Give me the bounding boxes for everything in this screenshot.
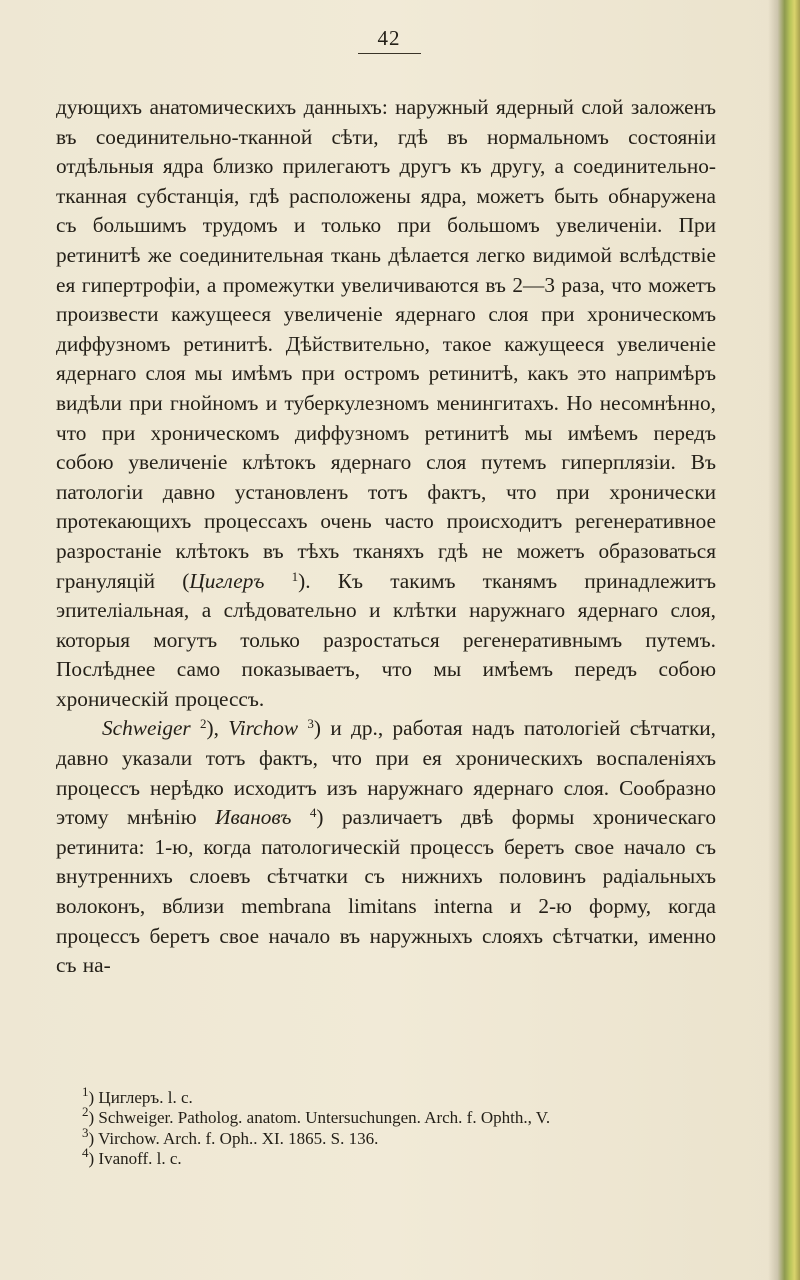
paragraph-1-continuation: . Къ такимъ тканямъ принадлежитъ эпителіальная, а слѣдовательно и клѣтки наружнаго ядернаго слоя, которыя могутъ только разростаться регенеративнымъ путемъ. Послѣднее само показываетъ, что мы имѣемъ передъ собою хроническій процессъ. — [56, 568, 716, 711]
footnote-text: Schweiger. Patholog. anatom. Untersuchungen. Arch. f. Ophth., V. — [98, 1108, 551, 1128]
page-edge-shadow — [768, 0, 778, 1280]
paragraph-2-text-a: и др., работая надъ патологіей сѣтчатки, давно указали тотъ фактъ, что при ея хроническихъ воспаленіяхъ процессъ нерѣдко исходитъ изъ наружнаго ядернаго слоя. Сообразно этому мнѣнію — [56, 716, 717, 830]
page-number-text: 42 — [358, 26, 421, 54]
footnote-ref-4: 4 — [309, 805, 317, 821]
footnote-4: $^4$) Ivanoff. l. c. — [82, 1145, 182, 1169]
footnote-ref-3: 3 — [307, 716, 314, 732]
main-text — [56, 93, 716, 981]
footnote-mark: 1 — [82, 1084, 89, 1099]
book-edge — [778, 0, 800, 1280]
footnote-3: $^3$) Virchow. Arch. f. Oph.. XI. 1865. S. 136. — [82, 1124, 379, 1148]
footnote-text: Ivanoff. l. c. — [98, 1149, 182, 1169]
footnote-ref-2: 2 — [200, 716, 207, 732]
author-ziegler: Циглеръ — [189, 568, 265, 593]
paragraph-2: Schweiger $^2$), Virchow $^3$) и др., работая надъ патологіей сѣтчатки, давно указали тотъ фактъ, что при ея хроническихъ воспаленіяхъ процессъ нерѣдко исходитъ изъ наружнаго ядернаго слоя. Сообразно этому мнѣнію Ивановъ $^4$) различаетъ двѣ формы хроническаго ретинита: 1-ю, когда патологическій процессъ беретъ свое начало съ внутреннихъ слоевъ сѣтчатки съ нижнихъ половинъ радіальныхъ волоконъ, вблизи membrana limitans interna и 2-ю форму, когда процессъ беретъ свое начало въ наружныхъ слояхъ сѣтчатки, именно съ на- — [56, 716, 717, 978]
footnote-ref-1: 1 — [291, 568, 299, 584]
footnotes — [56, 1084, 716, 1170]
author-schweiger: Schweiger — [102, 716, 191, 741]
footnote-2: $^2$) Schweiger. Patholog. anatom. Untersuchungen. Arch. f. Ophth., V. — [82, 1104, 551, 1128]
footnote-mark: 3 — [82, 1124, 89, 1140]
page-number — [0, 26, 778, 54]
author-ivanov: Ивановъ — [215, 805, 292, 830]
paragraph-2-text-b: различаетъ двѣ формы хроническаго ретинита: 1-ю, когда патологическій процессъ беретъ свое начало съ внутреннихъ слоевъ сѣтчатки съ нижнихъ половинъ радіальныхъ волоконъ, вблизи membrana limitans interna и 2-ю форму, когда процессъ беретъ свое начало въ наружныхъ слояхъ сѣтчатки, именно съ на- — [56, 805, 716, 978]
footnote-mark: 2 — [82, 1104, 89, 1120]
footnote-mark: 4 — [82, 1145, 89, 1161]
paragraph-1: дующихъ анатомическихъ данныхъ: наружный ядерный слой заложенъ въ соединительно-тканной сѣти, гдѣ въ нормальномъ состояніи отдѣльныя ядра близко прилегаютъ другъ къ другу, а соединительно-тканная субстанція, гдѣ расположены ядра, можетъ быть обнаружена съ большимъ трудомъ и только при большомъ увеличеніи. При ретинитѣ же соединительная ткань дѣлается легко видимой вслѣдствіе ея гипертрофіи, а промежутки увеличиваются въ 2—3 раза, что можетъ произвести кажущееся увеличеніе ядернаго слоя при хроническомъ диффузномъ ретинитѣ. Дѣйствительно, такое кажущееся увеличеніе ядернаго слоя мы имѣмъ при остромъ ретинитѣ, какъ это напримѣръ видѣли при гнойномъ и туберкулезномъ менингитахъ. Но несомнѣнно, что при хроническомъ диффузномъ ретинитѣ мы имѣемъ передъ собою увеличеніе клѣтокъ ядернаго слоя путемъ гиперплязіи. Въ патологіи давно установленъ тотъ фактъ, что при хронически протекающихъ процессахъ очень часто происходитъ регенеративное разростаніе клѣтокъ въ тѣхъ тканяхъ гдѣ не можетъ образоваться грануляцій (Циглеръ $^1$). Къ такимъ тканямъ принадлежитъ эпителіальная, а слѣдовательно и клѣтки наружнаго ядернаго слоя, которыя могутъ только разростаться регенеративнымъ путемъ. Послѣднее само показываетъ, что мы имѣемъ передъ собою хроническій процессъ. — [56, 95, 716, 711]
author-virchow: Virchow — [228, 716, 299, 741]
footnote-text: Virchow. Arch. f. Oph.. XI. 1865. S. 136. — [98, 1128, 379, 1148]
footnote-text: Циглеръ. l. c. — [98, 1088, 193, 1107]
footnote-1: $^1$) Циглеръ. l. c. — [82, 1084, 193, 1107]
paragraph-1-text: дующихъ анатомическихъ данныхъ: наружный ядерный слой заложенъ въ соединительно-тканной сѣти, гдѣ въ нормальномъ состояніи отдѣльныя ядра близко прилегаютъ другъ къ другу, а соединительно-тканная субстанція, гдѣ расположены ядра, можетъ быть обнаружена съ большимъ трудомъ и только при большомъ увеличеніи. При ретинитѣ же соединительная ткань дѣлается легко видимой вслѣдствіе ея гипертрофіи, а промежутки увеличиваются въ 2—3 раза, что можетъ произвести кажущееся увеличеніе ядернаго слоя при хроническомъ диффузномъ ретинитѣ. Дѣйствительно, такое кажущееся увеличеніе ядернаго слоя мы имѣмъ при остромъ ретинитѣ, какъ это напримѣръ видѣли при гнойномъ и туберкулезномъ менингитахъ. Но несомнѣнно, что при хроническомъ диффузномъ ретинитѣ мы имѣемъ передъ собою увеличеніе клѣтокъ ядернаго слоя путемъ гиперплязіи. Въ патологіи давно установленъ тотъ фактъ, что при хронически протекающихъ процессахъ очень часто происходитъ регенеративное разростаніе клѣтокъ въ тѣхъ тканяхъ гдѣ не можетъ образоваться грануляцій — [56, 95, 716, 593]
